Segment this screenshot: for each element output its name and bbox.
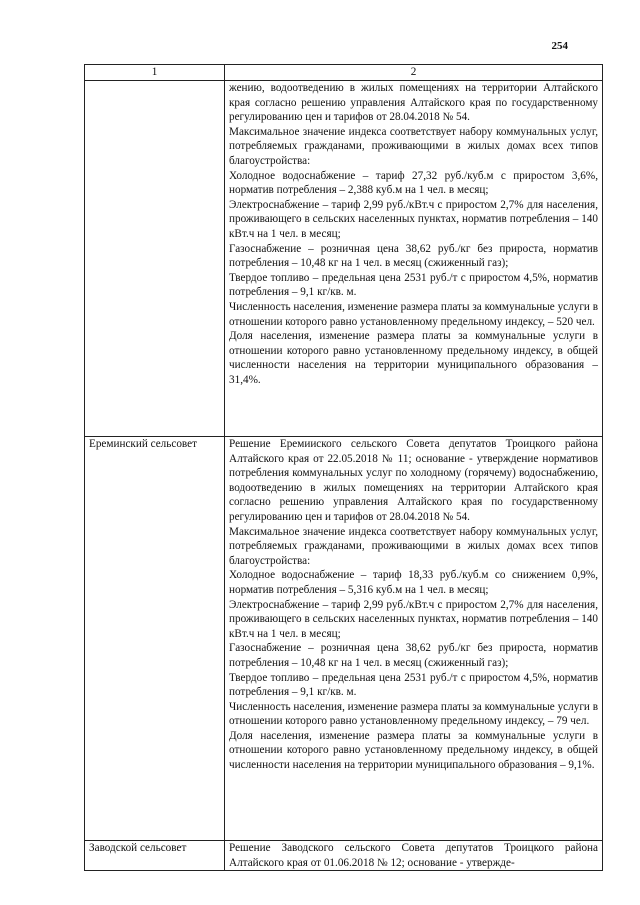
paragraph: Максимальное значение индекса соответствует набору коммунальных услуг, потребляемых гражданами, проживающими в жилых домах всех типов благоустройства: (229, 125, 598, 167)
paragraph: Электроснабжение – тариф 2,99 руб./кВт.ч с приростом 2,7% для населения, проживающего в сельских населенных пунктах, норматив потребления – 140 кВт.ч на 1 чел. в месяц; (229, 598, 598, 640)
municipality-name-cell: Ереминский сельсовет (85, 437, 225, 841)
column-header-1: 1 (85, 65, 225, 81)
decision-description-cell (225, 81, 603, 437)
column-header-2: 2 (225, 65, 603, 81)
municipality-name-cell (85, 81, 225, 437)
paragraph: Газоснабжение – розничная цена 38,62 руб./кг без прироста, норматив потребления – 10,48 кг на 1 чел. в месяц (сжиженный газ); (229, 242, 598, 270)
paragraph: Решение Еремииского сельского Совета депутатов Троицкого района Алтайского края от 22.05.2018 № 11; основание - утверждение нормативов потребления коммунальных услуг по холодному (горячему) водоснабжению, водоотведению в жилых помещениях на территории Алтайского края согласно решению управления Алтайского края по государственному регулированию цен и тарифов от 28.04.2018 № 54. (229, 438, 598, 523)
paragraph: Холодное водоснабжение – тариф 27,32 руб./куб.м с приростом 3,6%, норматив потребления – 2,388 куб.м на 1 чел. в месяц; (229, 169, 598, 197)
paragraph: жению, водоотведению в жилых помещениях на территории Алтайского края согласно решению управления Алтайского края по государственному регулированию цен и тарифов от 28.04.2018 № 54. (229, 82, 598, 124)
table-header-row (85, 65, 603, 81)
paragraph: Газоснабжение – розничная цена 38,62 руб./кг без прироста, норматив потребления – 10,48 кг на 1 чел. в месяц (сжиженный газ); (229, 642, 598, 669)
paragraph: Численность населения, изменение размера платы за коммунальные услуги в отношении которого равно установленному предельному индексу, – 520 чел. (229, 300, 598, 328)
paragraph: Доля населения, изменение размера платы за коммунальные услуги в отношении которого равно установленному предельному индексу, в общей численности населения на территории муниципального образования – 9,1%. (229, 729, 598, 772)
paragraph: Холодное водоснабжение – тариф 18,33 руб./куб.м со снижением 0,9%, норматив потребления – 5,316 куб.м на 1 чел. в месяц; (229, 569, 598, 596)
table-row (85, 841, 603, 871)
paragraph: Твердое топливо – предельная цена 2531 руб./т с приростом 4,5%, норматив потребления – 9,1 кг/кв. м. (229, 671, 598, 699)
paragraph: Электроснабжение – тариф 2,99 руб./кВт.ч с приростом 2,7% для населения, проживающего в сельских населенных пунктах, норматив потребления – 140 кВт.ч на 1 чел. в месяц; (229, 198, 598, 240)
page-number: 254 (551, 40, 568, 52)
paragraph: Численность населения, изменение размера платы за коммунальные услуги в отношении которого равно установленному предельному индексу, – 79 чел. (229, 700, 598, 728)
decision-description-cell (225, 437, 603, 841)
paragraph: Доля населения, изменение размера платы за коммунальные услуги в отношении которого равно установленному предельному индексу, в общей численности населения на территории муниципального образования – 31,4%. (229, 330, 598, 386)
paragraph: Решение Заводского сельского Совета депутатов Троицкого района Алтайского края от 01.06.2018 № 12; основание - утвержде- (229, 842, 598, 869)
decision-description-cell (225, 841, 603, 871)
municipality-name-cell: Заводской сельсовет (85, 841, 225, 871)
table-row (85, 81, 603, 437)
municipal-index-table (84, 64, 603, 871)
table-row (85, 437, 603, 841)
paragraph: Твердое топливо – предельная цена 2531 руб./т с приростом 4,5%, норматив потребления – 9,1 кг/кв. м. (229, 271, 598, 299)
paragraph: Максимальное значение индекса соответствует набору коммунальных услуг, потребляемых гражданами, проживающими в жилых домах всех типов благоустройства: (229, 525, 598, 567)
